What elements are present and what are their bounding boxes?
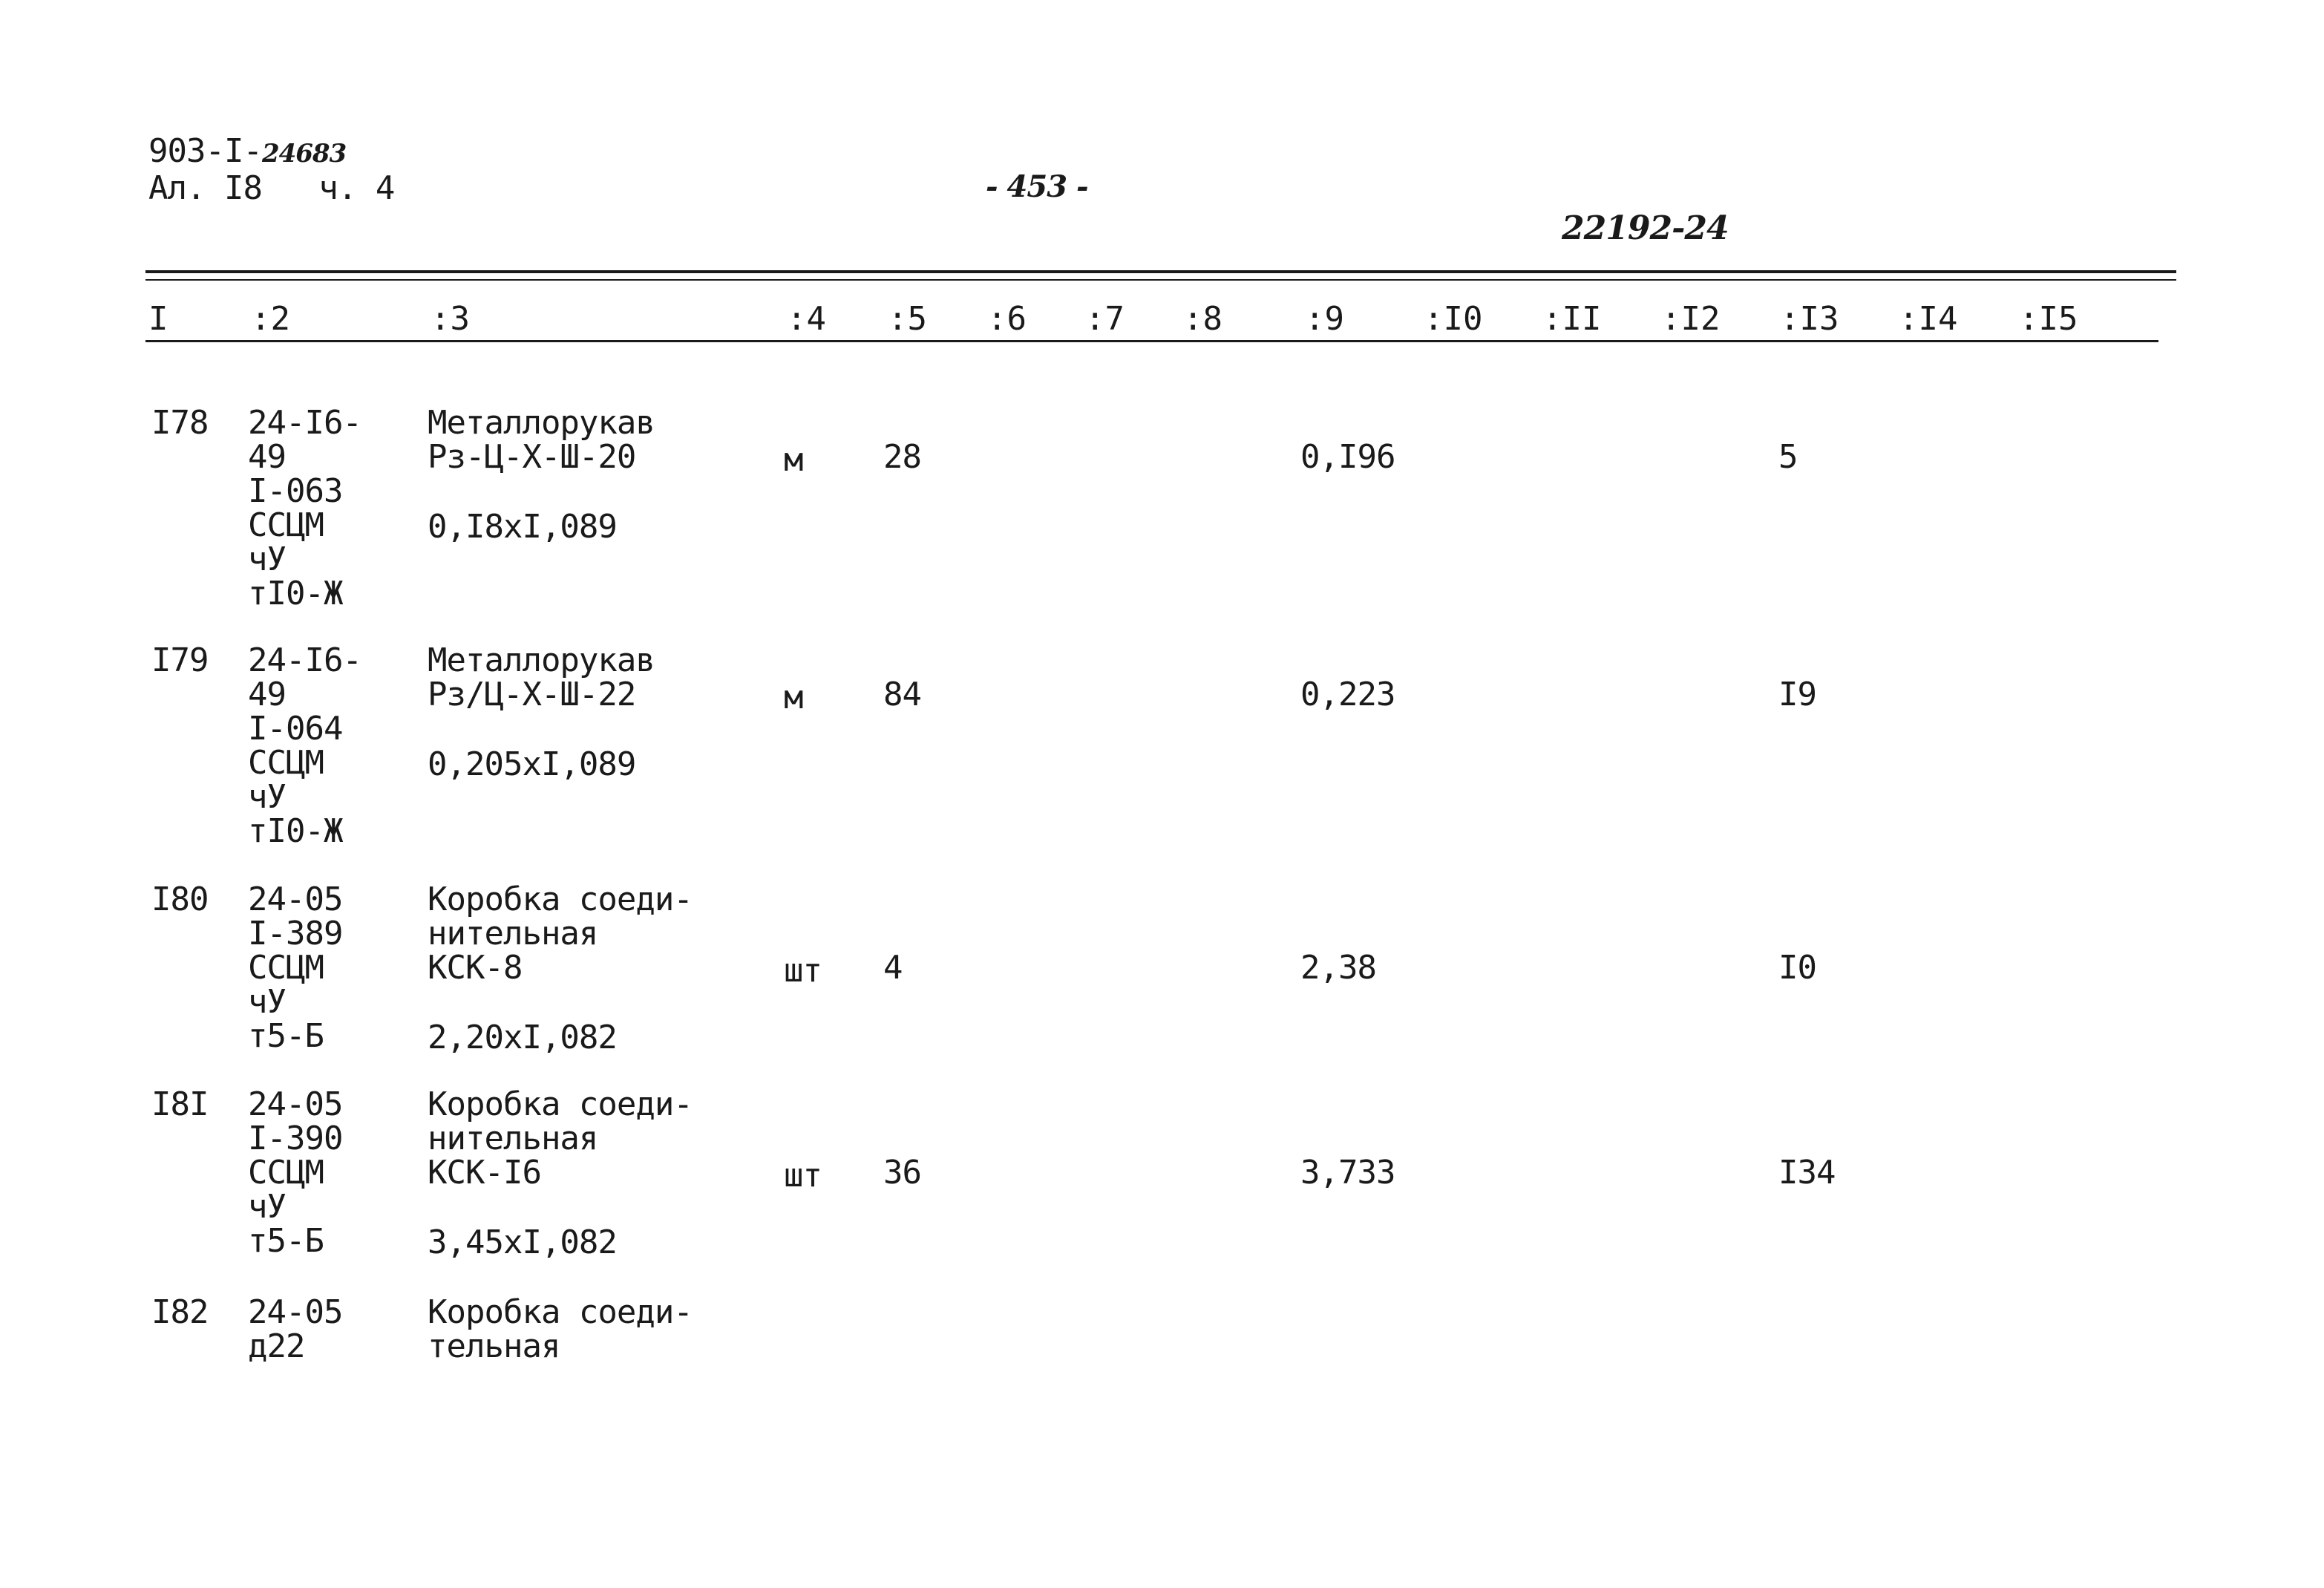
row-code-line: т5-Б — [248, 1017, 324, 1055]
row-name-line: КСК-8 — [428, 949, 523, 987]
row-quantity: 36 — [883, 1154, 921, 1192]
column-header-13: :I3 — [1780, 300, 1839, 338]
column-header-6: :6 — [987, 300, 1027, 338]
column-header-11: :II — [1542, 300, 1602, 338]
row-code-line: 24-05 — [248, 1293, 343, 1331]
row-code-line: чУ — [248, 540, 286, 578]
row-factor: 0,205xI,089 — [428, 745, 636, 783]
row-unit: шт — [784, 1157, 822, 1195]
row-name-line: Металлорукав — [428, 404, 655, 442]
row-code-line: ССЦМ — [248, 1154, 324, 1192]
row-code-line: I-063 — [248, 472, 343, 510]
top-rule-thin — [145, 279, 2176, 281]
column-header-10: :I0 — [1424, 300, 1483, 338]
row-code-line: тI0-Ж — [248, 812, 343, 850]
row-price: 0,I96 — [1300, 438, 1395, 476]
row-code-line: I-389 — [248, 915, 343, 953]
row-factor: 0,I8xI,089 — [428, 508, 617, 546]
row-name — [428, 1293, 693, 1365]
row-quantity: 4 — [883, 949, 903, 987]
row-code-line: I-390 — [248, 1120, 343, 1157]
row-total: I34 — [1778, 1154, 1836, 1192]
row-code-line: 24-I6- — [248, 641, 361, 679]
row-code-line: т5-Б — [248, 1222, 324, 1260]
row-name — [428, 1085, 693, 1192]
row-code — [248, 1085, 343, 1260]
row-name — [428, 880, 693, 987]
row-unit: м — [784, 441, 803, 479]
row-factor: 3,45xI,082 — [428, 1223, 617, 1261]
header-underline — [145, 340, 2158, 342]
row-number: I79 — [151, 641, 209, 679]
row-name-line: Металлорукав — [428, 641, 655, 679]
row-code-line: чУ — [248, 778, 286, 816]
row-code — [248, 641, 361, 850]
doc-code-prefix: 903-I- — [148, 132, 262, 170]
row-code-line: д22 — [248, 1327, 305, 1365]
row-code — [248, 880, 343, 1055]
row-code-line: ССЦМ — [248, 949, 324, 987]
row-code-line: чУ — [248, 1188, 286, 1226]
row-name-line: КСК-I6 — [428, 1154, 541, 1192]
row-code-line: ССЦМ — [248, 506, 324, 544]
doc-code-handwritten: 24683 — [261, 139, 347, 169]
row-number: I82 — [151, 1293, 209, 1331]
column-header-15: :I5 — [2019, 300, 2078, 338]
row-code-line: ССЦМ — [248, 744, 324, 782]
row-code-line: тI0-Ж — [248, 575, 343, 612]
row-code — [248, 404, 361, 612]
row-name-line: тельная — [428, 1327, 560, 1365]
column-header-4: :4 — [787, 300, 826, 338]
page-number: - 453 - — [986, 169, 1088, 204]
column-header-9: :9 — [1305, 300, 1344, 338]
row-price: 3,733 — [1300, 1154, 1395, 1192]
row-quantity: 28 — [883, 438, 921, 476]
row-total: I0 — [1778, 949, 1816, 987]
row-code-line: 49 — [248, 676, 286, 713]
row-name — [428, 404, 655, 476]
row-name-line: Рз/Ц-Х-Ш-22 — [428, 676, 636, 713]
column-header-1: I — [148, 300, 168, 338]
row-number: I8I — [151, 1085, 209, 1123]
row-code — [248, 1293, 343, 1365]
row-unit: м — [784, 679, 803, 716]
row-price: 2,38 — [1300, 949, 1376, 987]
row-unit: шт — [784, 952, 822, 990]
doc-code — [148, 132, 347, 170]
album-line: Ал. I8 ч. 4 — [148, 169, 395, 207]
row-name-line: нительная — [428, 1120, 598, 1157]
row-name-line: Рз-Ц-Х-Ш-20 — [428, 438, 636, 476]
row-code-line: 49 — [248, 438, 286, 476]
row-code-line: 24-05 — [248, 1085, 343, 1123]
column-header-2: :2 — [251, 300, 290, 338]
column-header-5: :5 — [888, 300, 927, 338]
top-rule — [145, 270, 2176, 273]
column-header-7: :7 — [1085, 300, 1125, 338]
row-code-line: 24-I6- — [248, 404, 361, 442]
row-name-line: нительная — [428, 915, 598, 953]
row-name-line: Коробка соеди- — [428, 1085, 693, 1123]
column-header-8: :8 — [1183, 300, 1222, 338]
row-price: 0,223 — [1300, 676, 1395, 713]
row-name-line: Коробка соеди- — [428, 880, 693, 918]
row-code-line: 24-05 — [248, 880, 343, 918]
row-code-line: I-064 — [248, 710, 343, 748]
row-name — [428, 641, 655, 713]
row-code-line: чУ — [248, 983, 286, 1021]
row-number: I80 — [151, 880, 209, 918]
row-factor: 2,20xI,082 — [428, 1019, 617, 1056]
column-header-3: :3 — [431, 300, 470, 338]
row-total: I9 — [1778, 676, 1816, 713]
row-total: 5 — [1778, 438, 1798, 476]
column-header-12: :I2 — [1661, 300, 1721, 338]
inventory-number: 22192-24 — [1562, 209, 1729, 247]
column-header-14: :I4 — [1899, 300, 1958, 338]
row-quantity: 84 — [883, 676, 921, 713]
row-number: I78 — [151, 404, 209, 442]
row-name-line: Коробка соеди- — [428, 1293, 693, 1331]
